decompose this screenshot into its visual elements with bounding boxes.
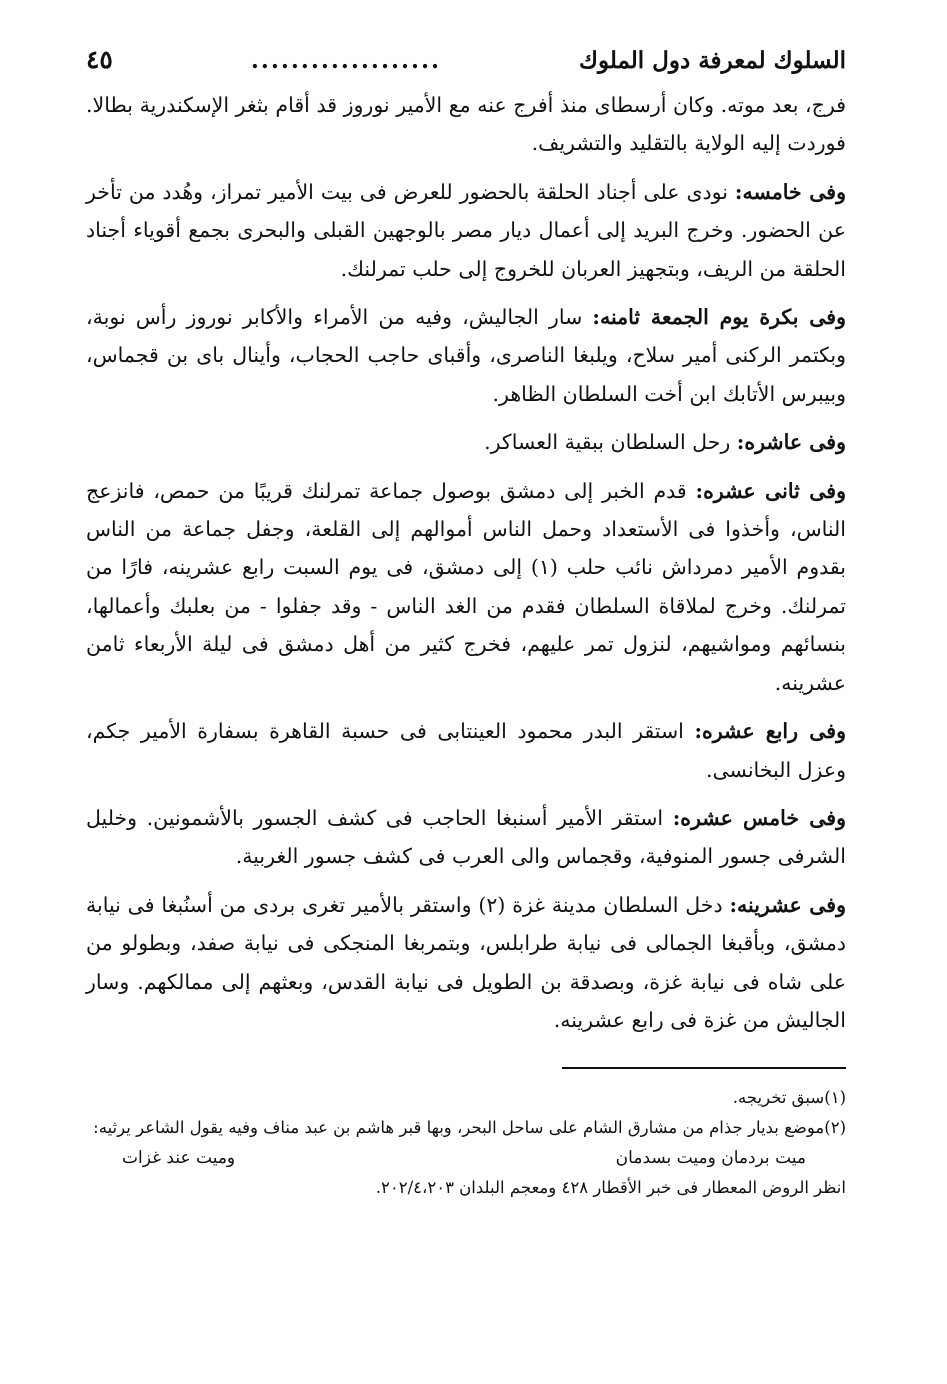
paragraph-lead: وفى خامسه: [734,179,846,204]
footnote-verse [86,1143,846,1173]
running-header [86,38,846,82]
paragraph-lead: وفى بكرة يوم الجمعة ثامنه: [592,305,846,330]
paragraph-5 [86,472,846,702]
paragraph-lead: وفى عاشره: [736,430,846,455]
footnote-1: (١)سبق تخريجه. [732,1088,846,1108]
main-text [86,86,846,1039]
paragraph-lead: وفى عشرينه: [729,892,847,917]
footnotes [86,1083,846,1203]
paragraph-body: دخل السلطان مدينة غزة (٢) واستقر بالأمير تغرى بردى من أسنُبغا فى نيابة دمشق، وبأقبغا الجمالى فى نيابة طرابلس، وبتمربغا المنجكى فى نيابة صفد، وبطولو من على شاه فى نيابة غزة، وبصدقة بن الطويل فى نيابة القدس، وبعثهم إلى ممالكهم. وسار الجاليش من غزة فى رابع عشرينه. [86,892,846,1032]
verse-second-hemistich: وميت عند غزات [122,1148,236,1169]
paragraph-7 [86,799,846,876]
header-dot-leader: ................... [250,47,441,74]
paragraph-body: فرج، بعد موته. وكان أرسطاى منذ أفرج عنه مع الأمير نوروز قد أقام بثغر الإسكندرية بطالا. فوردت إليه الولاية بالتقليد والتشريف. [86,93,846,156]
paragraph-lead: وفى ثانى عشره: [695,478,846,503]
paragraph-body: استقر البدر محمود العينتابى فى حسبة القاهرة بسفارة الأمير جكم، وعزل البخانسى. [86,719,846,782]
paragraph-8 [86,886,846,1040]
paragraph-body: استقر الأمير أسنبغا الحاجب فى كشف الجسور بالأشمونين. وخليل الشرفى جسور المنوفية، وقجماس والى العرب فى كشف جسور الغربية. [86,805,846,869]
book-page [86,38,846,1358]
page-number: ٤٥ [86,45,113,74]
footnote-2: (٢)موضع بديار جذام من مشارق الشام على ساحل البحر، وبها قبر هاشم بن عبد مناف وفيه يقول الشاعر يرثيه: [93,1118,846,1138]
paragraph-2 [86,173,846,288]
footnote-reference: انظر الروض المعطار فى خبر الأقطار ٤٢٨ ومعجم البلدان ٢٠٢/٤،٢٠٣. [375,1178,846,1198]
paragraph-3 [86,298,846,413]
paragraph-1 [86,86,846,163]
paragraph-6 [86,712,846,789]
paragraph-body: نودى على أجناد الحلقة بالحضور للعرض فى بيت الأمير تمراز، وهُدد من تأخر عن الحضور. وخرج البريد إلى أعمال ديار مصر بالوجهين القبلى والبحرى بجمع أقوياء أجناد الحلقة من الريف، وبتجهيز العربان للخروج إلى حلب تمرلنك. [86,179,846,281]
verse-first-hemistich: ميت بردمان وميت بسدمان [615,1148,806,1169]
paragraph-4 [86,423,846,461]
paragraph-lead: وفى خامس عشره: [672,805,847,830]
paragraph-lead: وفى رابع عشره: [694,719,846,744]
paragraph-body: رحل السلطان ببقية العساكر. [484,430,737,455]
footnote-separator [562,1067,846,1069]
book-title: السلوك لمعرفة دول الملوك [578,47,846,74]
paragraph-body: سار الجاليش، وفيه من الأمراء والأكابر نوروز رأس نوبة، وبكتمر الركنى أمير سلاح، ويلبغا الناصرى، وأقباى حاجب الحجاب، وأينال باى بن قجماس، وبيبرس الأتابك ابن أخت السلطان الظاهر. [86,305,846,406]
paragraph-body: قدم الخبر إلى دمشق بوصول جماعة تمرلنك قريبًا من حمص، فانزعج الناس، وأخذوا فى الأستعداد وحمل الناس أموالهم إلى القلعة، وجفل جماعة من الناس بقدوم الأمير دمرداش نائب حلب (١) إلى دمشق، فى يوم السبت رابع عشرينه، فارًا من تمرلنك. وخرج لملاقاة السلطان فقدم من الغد الناس - وقد جفلوا - من بعلبك وأعمالها، بنسائهم ومواشيهم، لنزول تمر عليهم، فخرج كثير من أهل دمشق فى ليلة الأربعاء ثامن عشرينه. [86,478,846,695]
